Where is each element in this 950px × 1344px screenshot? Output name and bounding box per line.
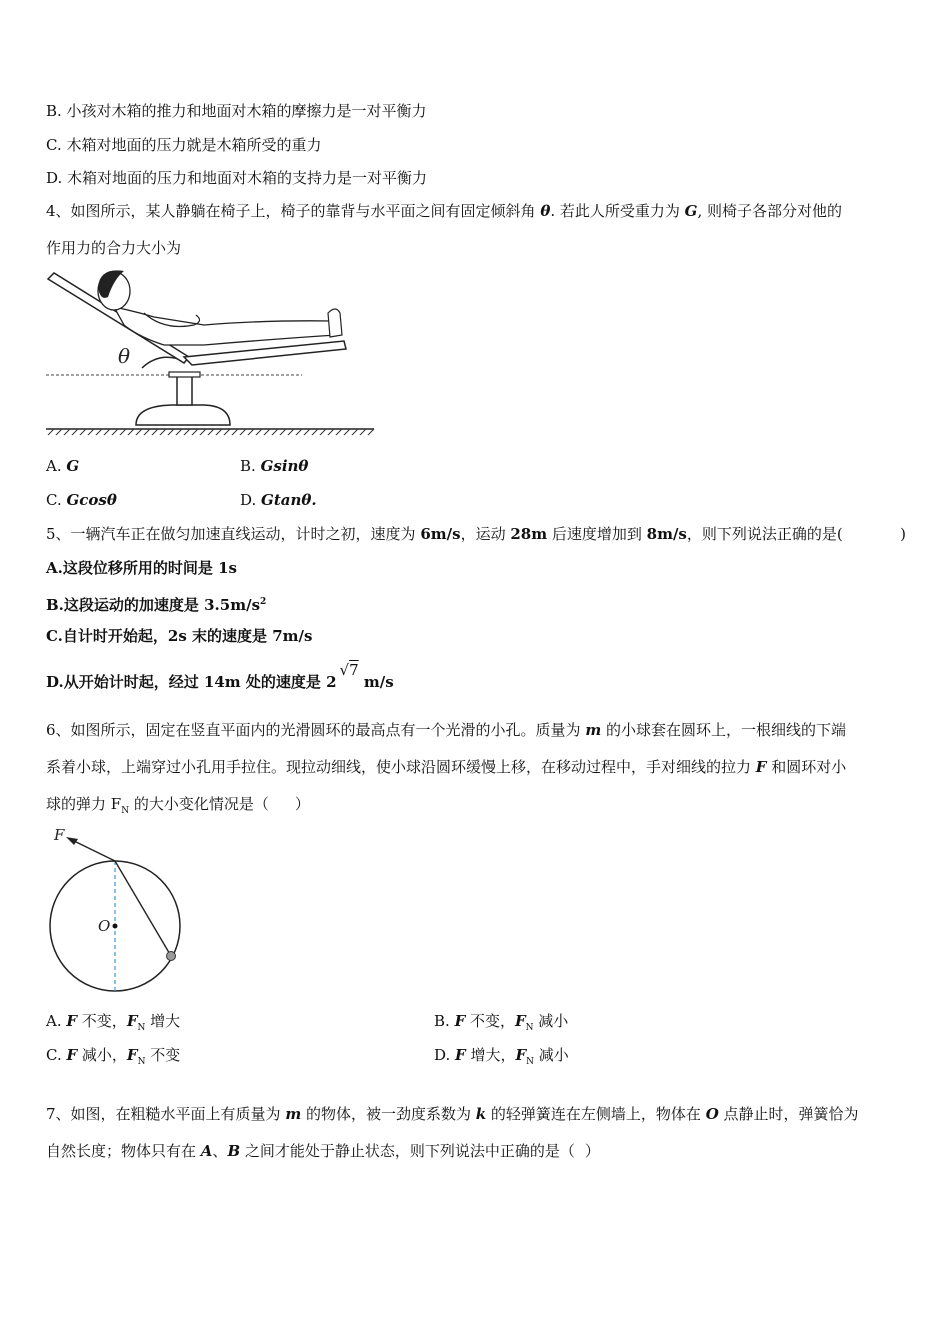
q7-stem-line2: 自然长度；物体只有在 A、B 之间才能处于静止状态，则下列说法中正确的是（ ） xyxy=(46,1142,600,1160)
q5-option-b: B.这段运动的加速度是 $3.5m/s^2$ xyxy=(46,596,267,614)
q7-stem-line1: 7、如图，在粗糙水平面上有质量为 m 的物体，被一劲度系数为 k 的轻弹簧连在左侧墙上，物体在 O 点静止时，弹簧恰为 xyxy=(46,1105,859,1123)
q4-text-c: , 则椅子各部分对他的 xyxy=(697,202,843,220)
q6-stem-line3: 球的弹力 $F_N$ 的大小变化情况是（ ） xyxy=(46,795,310,816)
q6-ring-figure xyxy=(44,825,194,995)
option-c-prev: C. 木箱对地面的压力就是木箱所受的重力 xyxy=(46,136,322,154)
option-d-prev: D. 木箱对地面的压力和地面对木箱的支持力是一对平衡力 xyxy=(46,169,428,187)
q4-g: G xyxy=(684,202,698,220)
q4-stem-line1 xyxy=(46,201,906,221)
q5-sqrt-radicand: 7 xyxy=(349,661,359,679)
q4-text-b: . 若此人所受重力为 xyxy=(550,202,685,220)
q4-option-c: C. Gcosθ xyxy=(46,491,117,509)
q6-figure-o: O xyxy=(98,917,111,935)
q5-option-c: C.自计时开始起，2s 末的速度是 7m/s xyxy=(46,627,313,645)
q6-option-b: B. F 不变，$F_N$ 减小 xyxy=(434,1012,569,1033)
q4-text-a: 4、如图所示，某人静躺在椅子上，椅子的靠背与水平面之间有固定倾斜角 xyxy=(46,202,541,220)
option-b-prev: B. 小孩对木箱的推力和地面对木箱的摩擦力是一对平衡力 xyxy=(46,102,427,120)
q4-option-b: B. Gsinθ xyxy=(240,457,309,475)
q4-option-a: A. G xyxy=(46,457,80,475)
q6-option-c: C. F 减小，$F_N$ 不变 xyxy=(46,1046,181,1067)
q4-chair-figure xyxy=(44,265,379,440)
q6-option-a: A. F 不变，$F_N$ 增大 xyxy=(46,1012,181,1033)
q6-stem-line2: 系着小球，上端穿过小孔用手拉住。现拉动细线，使小球沿圆环缓慢上移，在移动过程中，手对细线的拉力 F 和圆环对小 xyxy=(46,758,847,776)
q6-option-d: D. F 增大，$F_N$ 减小 xyxy=(434,1046,569,1067)
q5-option-d: D.从开始计时起，经过 14m 处的速度是 2√7 m/s xyxy=(46,661,394,691)
q4-theta: θ xyxy=(540,202,551,220)
q4-option-d: D. Gtanθ. xyxy=(240,491,317,509)
q6-figure-f: F xyxy=(54,826,65,844)
q5-stem: 5、一辆汽车正在做匀加速直线运动，计时之初，速度为 6m/s，运动 28m 后速度增加到 8m/s，则下列说法正确的是( ) xyxy=(46,525,906,543)
q4-figure-theta: θ xyxy=(118,344,131,368)
q4-stem-line2: 作用力的合力大小为 xyxy=(46,239,182,257)
q5-option-a: A.这段位移所用的时间是 1s xyxy=(46,559,237,577)
q6-stem-line1: 6、如图所示，固定在竖直平面内的光滑圆环的最高点有一个光滑的小孔。质量为 m 的小球套在圆环上，一根细线的下端 xyxy=(46,721,846,739)
